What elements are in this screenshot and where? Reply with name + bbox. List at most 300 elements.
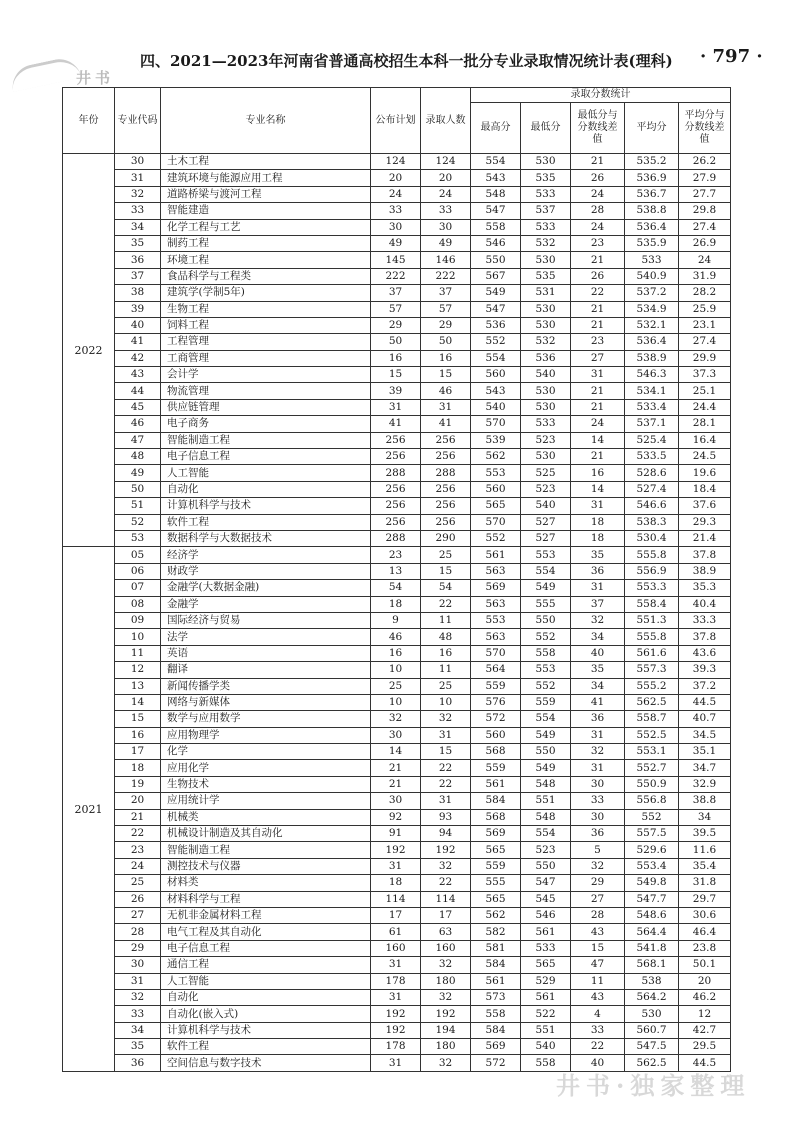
cell-code: 36 [115, 1055, 161, 1071]
cell-code: 50 [115, 481, 161, 497]
table-row [63, 514, 731, 530]
cell-min-diff: 24 [571, 219, 625, 235]
cell-plan: 192 [371, 1006, 421, 1022]
cell-min: 523 [521, 842, 571, 858]
cell-admit: 15 [421, 367, 471, 383]
cell-admit: 192 [421, 1006, 471, 1022]
table-row [63, 957, 731, 973]
cell-avg: 528.6 [625, 465, 679, 481]
cell-min-diff: 14 [571, 481, 625, 497]
cell-min: 548 [521, 776, 571, 792]
cell-plan: 124 [371, 154, 421, 170]
cell-min: 530 [521, 399, 571, 415]
cell-code: 34 [115, 1022, 161, 1038]
cell-name: 工程管理 [161, 334, 371, 350]
table-row [63, 530, 731, 546]
cell-avg-diff: 24.5 [679, 449, 731, 465]
cell-code: 53 [115, 530, 161, 546]
cell-code: 51 [115, 498, 161, 514]
cell-min-diff: 43 [571, 924, 625, 940]
cell-min: 547 [521, 875, 571, 891]
cell-max: 548 [471, 186, 521, 202]
cell-min-diff: 30 [571, 776, 625, 792]
cell-min: 533 [521, 186, 571, 202]
table-row [63, 547, 731, 563]
cell-code: 28 [115, 924, 161, 940]
header-admit: 录取人数 [421, 88, 471, 154]
cell-min: 540 [521, 1039, 571, 1055]
table-row [63, 219, 731, 235]
cell-avg: 556.9 [625, 563, 679, 579]
cell-name: 人工智能 [161, 465, 371, 481]
cell-plan: 37 [371, 285, 421, 301]
cell-name: 土木工程 [161, 154, 371, 170]
cell-avg: 533 [625, 252, 679, 268]
cell-admit: 31 [421, 727, 471, 743]
cell-max: 562 [471, 449, 521, 465]
cell-avg: 548.6 [625, 907, 679, 923]
cell-min-diff: 21 [571, 154, 625, 170]
cell-code: 19 [115, 776, 161, 792]
cell-avg-diff: 11.6 [679, 842, 731, 858]
cell-plan: 114 [371, 891, 421, 907]
cell-avg-diff: 20 [679, 973, 731, 989]
cell-avg-diff: 34.5 [679, 727, 731, 743]
cell-avg-diff: 37.3 [679, 367, 731, 383]
cell-admit: 32 [421, 1055, 471, 1071]
cell-avg: 556.8 [625, 793, 679, 809]
page-header [140, 50, 720, 72]
cell-admit: 256 [421, 432, 471, 448]
cell-code: 11 [115, 645, 161, 661]
cell-max: 558 [471, 219, 521, 235]
cell-avg-diff: 35.3 [679, 580, 731, 596]
cell-min: 540 [521, 498, 571, 514]
cell-name: 化学 [161, 744, 371, 760]
cell-plan: 256 [371, 498, 421, 514]
table-row [63, 334, 731, 350]
cell-plan: 13 [371, 563, 421, 579]
cell-avg-diff: 38.9 [679, 563, 731, 579]
cell-plan: 25 [371, 678, 421, 694]
cell-admit: 50 [421, 334, 471, 350]
table-row [63, 580, 731, 596]
table-row [63, 612, 731, 628]
cell-max: 560 [471, 367, 521, 383]
cell-min: 552 [521, 629, 571, 645]
cell-name: 应用统计学 [161, 793, 371, 809]
cell-admit: 256 [421, 514, 471, 530]
cell-min: 535 [521, 170, 571, 186]
cell-code: 08 [115, 596, 161, 612]
cell-avg-diff: 31.9 [679, 268, 731, 284]
cell-min-diff: 32 [571, 858, 625, 874]
cell-name: 数据科学与大数据技术 [161, 530, 371, 546]
cell-min: 529 [521, 973, 571, 989]
cell-admit: 29 [421, 317, 471, 333]
cell-name: 金融学 [161, 596, 371, 612]
cell-min-diff: 27 [571, 350, 625, 366]
cell-avg: 564.4 [625, 924, 679, 940]
cell-min: 532 [521, 334, 571, 350]
cell-name: 应用化学 [161, 760, 371, 776]
cell-plan: 91 [371, 826, 421, 842]
table-row [63, 481, 731, 497]
cell-code: 40 [115, 317, 161, 333]
table-row [63, 498, 731, 514]
cell-avg: 541.8 [625, 940, 679, 956]
cell-admit: 48 [421, 629, 471, 645]
cell-max: 560 [471, 727, 521, 743]
cell-max: 560 [471, 481, 521, 497]
cell-admit: 180 [421, 973, 471, 989]
cell-min: 527 [521, 514, 571, 530]
cell-min-diff: 21 [571, 317, 625, 333]
cell-name: 自动化 [161, 481, 371, 497]
cell-max: 563 [471, 563, 521, 579]
header-avg: 平均分 [625, 103, 679, 154]
cell-name: 供应链管理 [161, 399, 371, 415]
cell-code: 46 [115, 416, 161, 432]
cell-admit: 32 [421, 957, 471, 973]
table-row [63, 186, 731, 202]
cell-max: 543 [471, 170, 521, 186]
cell-name: 国际经济与贸易 [161, 612, 371, 628]
cell-plan: 21 [371, 776, 421, 792]
cell-min: 523 [521, 481, 571, 497]
cell-avg-diff: 16.4 [679, 432, 731, 448]
cell-name: 材料类 [161, 875, 371, 891]
table-row [63, 989, 731, 1005]
cell-plan: 24 [371, 186, 421, 202]
table-row [63, 449, 731, 465]
cell-min: 549 [521, 760, 571, 776]
admission-stats-table [62, 87, 731, 1072]
cell-avg: 533.4 [625, 399, 679, 415]
header-plan: 公布计划 [371, 88, 421, 154]
cell-name: 食品科学与工程类 [161, 268, 371, 284]
cell-avg-diff: 37.2 [679, 678, 731, 694]
cell-avg: 557.3 [625, 662, 679, 678]
cell-avg: 562.5 [625, 694, 679, 710]
cell-code: 47 [115, 432, 161, 448]
cell-avg: 536.7 [625, 186, 679, 202]
cell-plan: 29 [371, 317, 421, 333]
cell-admit: 288 [421, 465, 471, 481]
cell-avg: 555.8 [625, 547, 679, 563]
cell-min: 548 [521, 809, 571, 825]
cell-name: 饲料工程 [161, 317, 371, 333]
cell-admit: 222 [421, 268, 471, 284]
table-row [63, 383, 731, 399]
table-row [63, 744, 731, 760]
cell-name: 建筑环境与能源应用工程 [161, 170, 371, 186]
cell-min-diff: 15 [571, 940, 625, 956]
cell-name: 自动化(嵌入式) [161, 1006, 371, 1022]
cell-admit: 10 [421, 694, 471, 710]
cell-avg: 562.5 [625, 1055, 679, 1071]
cell-min-diff: 36 [571, 826, 625, 842]
cell-max: 565 [471, 498, 521, 514]
cell-code: 15 [115, 711, 161, 727]
cell-code: 21 [115, 809, 161, 825]
cell-min: 536 [521, 350, 571, 366]
cell-plan: 33 [371, 203, 421, 219]
cell-plan: 31 [371, 989, 421, 1005]
cell-min: 550 [521, 612, 571, 628]
table-row [63, 1039, 731, 1055]
cell-min-diff: 24 [571, 416, 625, 432]
cell-avg: 525.4 [625, 432, 679, 448]
cell-code: 36 [115, 252, 161, 268]
cell-max: 555 [471, 875, 521, 891]
cell-min: 537 [521, 203, 571, 219]
cell-plan: 46 [371, 629, 421, 645]
cell-min: 530 [521, 154, 571, 170]
cell-name: 智能建造 [161, 203, 371, 219]
table-row [63, 596, 731, 612]
cell-admit: 30 [421, 219, 471, 235]
cell-plan: 256 [371, 481, 421, 497]
cell-name: 软件工程 [161, 1039, 371, 1055]
cell-name: 智能制造工程 [161, 842, 371, 858]
cell-name: 金融学(大数据金融) [161, 580, 371, 596]
cell-code: 38 [115, 285, 161, 301]
cell-min: 558 [521, 1055, 571, 1071]
cell-avg-diff: 23.1 [679, 317, 731, 333]
cell-avg: 530.4 [625, 530, 679, 546]
cell-min-diff: 26 [571, 170, 625, 186]
cell-min-diff: 43 [571, 989, 625, 1005]
cell-name: 应用物理学 [161, 727, 371, 743]
cell-name: 空间信息与数字技术 [161, 1055, 371, 1071]
cell-admit: 114 [421, 891, 471, 907]
cell-min: 540 [521, 367, 571, 383]
cell-min-diff: 37 [571, 596, 625, 612]
cell-min-diff: 18 [571, 514, 625, 530]
cell-min: 550 [521, 744, 571, 760]
publisher-logo [60, 66, 135, 88]
table-row [63, 760, 731, 776]
cell-avg: 546.6 [625, 498, 679, 514]
cell-code: 48 [115, 449, 161, 465]
cell-name: 生物工程 [161, 301, 371, 317]
cell-min: 535 [521, 268, 571, 284]
cell-code: 42 [115, 350, 161, 366]
cell-min: 531 [521, 285, 571, 301]
cell-min-diff: 40 [571, 1055, 625, 1071]
cell-max: 540 [471, 399, 521, 415]
cell-plan: 10 [371, 662, 421, 678]
cell-plan: 31 [371, 1055, 421, 1071]
cell-plan: 18 [371, 875, 421, 891]
cell-plan: 31 [371, 399, 421, 415]
cell-name: 电子商务 [161, 416, 371, 432]
cell-admit: 124 [421, 154, 471, 170]
cell-avg: 532.1 [625, 317, 679, 333]
table-row [63, 399, 731, 415]
cell-min-diff: 21 [571, 399, 625, 415]
cell-min-diff: 29 [571, 875, 625, 891]
cell-name: 计算机科学与技术 [161, 498, 371, 514]
cell-avg-diff: 27.9 [679, 170, 731, 186]
cell-avg-diff: 27.4 [679, 334, 731, 350]
cell-avg: 546.3 [625, 367, 679, 383]
cell-admit: 15 [421, 744, 471, 760]
cell-max: 567 [471, 268, 521, 284]
cell-min: 549 [521, 727, 571, 743]
cell-max: 561 [471, 776, 521, 792]
cell-avg-diff: 40.4 [679, 596, 731, 612]
cell-min-diff: 18 [571, 530, 625, 546]
cell-plan: 92 [371, 809, 421, 825]
cell-avg-diff: 26.2 [679, 154, 731, 170]
cell-plan: 160 [371, 940, 421, 956]
cell-name: 电气工程及其自动化 [161, 924, 371, 940]
header-score-group: 录取分数统计 [471, 88, 731, 103]
cell-plan: 256 [371, 514, 421, 530]
cell-max: 563 [471, 596, 521, 612]
cell-avg-diff: 18.4 [679, 481, 731, 497]
cell-avg-diff: 29.7 [679, 891, 731, 907]
cell-min: 559 [521, 694, 571, 710]
cell-code: 41 [115, 334, 161, 350]
cell-avg: 535.9 [625, 235, 679, 251]
cell-min-diff: 31 [571, 727, 625, 743]
table-row [63, 973, 731, 989]
cell-min-diff: 30 [571, 809, 625, 825]
cell-avg-diff: 25.9 [679, 301, 731, 317]
cell-admit: 20 [421, 170, 471, 186]
cell-name: 建筑学(学制5年) [161, 285, 371, 301]
cell-avg-diff: 27.7 [679, 186, 731, 202]
cell-avg-diff: 33.3 [679, 612, 731, 628]
cell-min-diff: 24 [571, 186, 625, 202]
cell-plan: 21 [371, 760, 421, 776]
cell-plan: 54 [371, 580, 421, 596]
cell-avg: 536.4 [625, 334, 679, 350]
cell-avg: 538.9 [625, 350, 679, 366]
cell-avg-diff: 24.4 [679, 399, 731, 415]
cell-name: 无机非金属材料工程 [161, 907, 371, 923]
cell-max: 561 [471, 973, 521, 989]
table-row [63, 907, 731, 923]
cell-avg-diff: 21.4 [679, 530, 731, 546]
cell-min: 565 [521, 957, 571, 973]
cell-code: 05 [115, 547, 161, 563]
table-row [63, 924, 731, 940]
cell-code: 31 [115, 973, 161, 989]
cell-min: 530 [521, 317, 571, 333]
cell-name: 电子信息工程 [161, 940, 371, 956]
cell-admit: 54 [421, 580, 471, 596]
cell-avg-diff: 46.2 [679, 989, 731, 1005]
table-row [63, 170, 731, 186]
cell-admit: 256 [421, 449, 471, 465]
cell-admit: 256 [421, 498, 471, 514]
cell-code: 16 [115, 727, 161, 743]
cell-min-diff: 14 [571, 432, 625, 448]
cell-admit: 33 [421, 203, 471, 219]
cell-max: 570 [471, 514, 521, 530]
cell-plan: 15 [371, 367, 421, 383]
cell-avg: 552.5 [625, 727, 679, 743]
cell-avg: 533.5 [625, 449, 679, 465]
cell-min: 533 [521, 416, 571, 432]
cell-admit: 93 [421, 809, 471, 825]
cell-min-diff: 22 [571, 1039, 625, 1055]
cell-name: 网络与新媒体 [161, 694, 371, 710]
header-min: 最低分 [521, 103, 571, 154]
cell-avg: 534.9 [625, 301, 679, 317]
cell-avg-diff: 44.5 [679, 694, 731, 710]
cell-plan: 49 [371, 235, 421, 251]
cell-min: 555 [521, 596, 571, 612]
cell-name: 人工智能 [161, 973, 371, 989]
cell-plan: 39 [371, 383, 421, 399]
cell-max: 562 [471, 907, 521, 923]
cell-max: 547 [471, 203, 521, 219]
cell-min-diff: 28 [571, 907, 625, 923]
cell-min-diff: 31 [571, 580, 625, 596]
cell-code: 20 [115, 793, 161, 809]
cell-plan: 18 [371, 596, 421, 612]
cell-plan: 31 [371, 858, 421, 874]
cell-avg-diff: 46.4 [679, 924, 731, 940]
cell-min-diff: 40 [571, 645, 625, 661]
cell-admit: 160 [421, 940, 471, 956]
cell-min: 554 [521, 563, 571, 579]
table-row [63, 662, 731, 678]
cell-avg: 551.3 [625, 612, 679, 628]
cell-avg-diff: 38.8 [679, 793, 731, 809]
cell-min-diff: 31 [571, 760, 625, 776]
watermark: 井书·独家整理 [556, 1071, 751, 1100]
cell-max: 584 [471, 957, 521, 973]
cell-min-diff: 33 [571, 793, 625, 809]
cell-code: 34 [115, 219, 161, 235]
cell-min: 530 [521, 383, 571, 399]
cell-admit: 22 [421, 760, 471, 776]
cell-name: 物流管理 [161, 383, 371, 399]
cell-avg-diff: 29.3 [679, 514, 731, 530]
cell-max: 549 [471, 285, 521, 301]
cell-min-diff: 31 [571, 498, 625, 514]
cell-code: 33 [115, 203, 161, 219]
cell-min-diff: 47 [571, 957, 625, 973]
cell-admit: 22 [421, 596, 471, 612]
cell-plan: 50 [371, 334, 421, 350]
cell-plan: 57 [371, 301, 421, 317]
cell-min: 554 [521, 711, 571, 727]
page-title: 四、2021—2023年河南省普通高校招生本科一批分专业录取情况统计表(理科) [140, 52, 673, 70]
cell-admit: 194 [421, 1022, 471, 1038]
cell-avg: 534.1 [625, 383, 679, 399]
cell-min: 523 [521, 432, 571, 448]
cell-admit: 290 [421, 530, 471, 546]
cell-min-diff: 41 [571, 694, 625, 710]
cell-min: 553 [521, 547, 571, 563]
cell-min: 550 [521, 858, 571, 874]
cell-code: 35 [115, 1039, 161, 1055]
cell-plan: 288 [371, 465, 421, 481]
header-avg-diff: 平均分与分数线差值 [679, 103, 731, 154]
cell-plan: 192 [371, 1022, 421, 1038]
cell-max: 539 [471, 432, 521, 448]
cell-name: 材料科学与工程 [161, 891, 371, 907]
cell-admit: 63 [421, 924, 471, 940]
table-row [63, 301, 731, 317]
